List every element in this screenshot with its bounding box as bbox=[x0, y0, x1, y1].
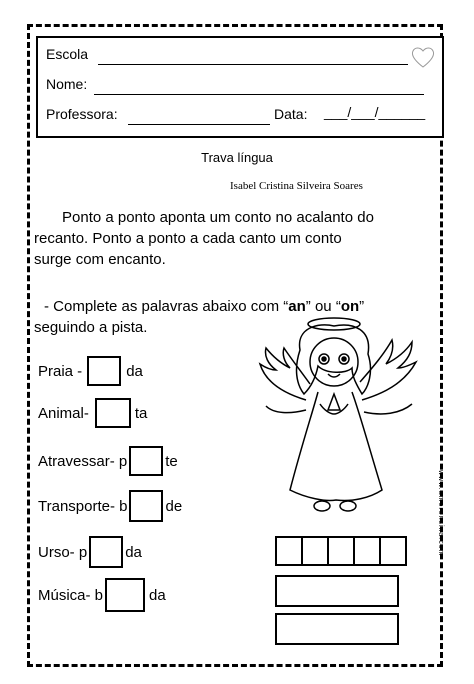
nome-label: Nome: bbox=[46, 76, 88, 92]
answer-box[interactable] bbox=[129, 490, 163, 522]
heart-icon bbox=[410, 44, 436, 70]
author-name: Isabel Cristina Silveira Soares bbox=[230, 180, 363, 192]
poem-line: surge com encanto. bbox=[34, 251, 166, 268]
angel-illustration bbox=[256, 314, 424, 526]
grid-answer-box-1[interactable] bbox=[275, 575, 399, 607]
answer-box[interactable] bbox=[89, 536, 123, 568]
answer-box[interactable] bbox=[105, 578, 145, 612]
exercise-row bbox=[38, 536, 142, 568]
exercise-row bbox=[38, 490, 182, 522]
answer-box[interactable] bbox=[129, 446, 163, 476]
poem-line: Ponto a ponto aponta um conto no acalanto do bbox=[62, 209, 374, 226]
grid-cell[interactable] bbox=[379, 536, 407, 566]
exercise-before: Transporte- b bbox=[38, 497, 128, 515]
exercise-before: Praia - bbox=[38, 362, 83, 380]
professora-label: Professora: bbox=[46, 106, 118, 122]
instruction-or: ou bbox=[310, 298, 336, 315]
data-label: Data: bbox=[274, 106, 308, 122]
exercise-after: da bbox=[149, 586, 166, 604]
page-title: Trava língua bbox=[201, 150, 273, 165]
exercise-before: Animal- bbox=[38, 404, 89, 422]
grid-cell[interactable] bbox=[327, 536, 355, 566]
option-on: on bbox=[340, 298, 360, 315]
escola-field[interactable] bbox=[98, 64, 408, 65]
grid-cell[interactable] bbox=[301, 536, 329, 566]
exercise-row bbox=[38, 356, 143, 386]
exercise-before: Urso- p bbox=[38, 543, 88, 561]
instruction: - Complete as palavras abaixo com “an” ou “on” seguindo a pista. bbox=[34, 296, 444, 338]
header-box bbox=[36, 36, 444, 138]
exercise-row bbox=[38, 398, 147, 428]
instruction-text: - Complete as palavras abaixo com bbox=[44, 298, 284, 315]
instruction-text-2: seguindo a pista. bbox=[34, 319, 148, 336]
answer-box[interactable] bbox=[87, 356, 121, 386]
exercise-before: Atravessar- p bbox=[38, 452, 128, 470]
poem-line: recanto. Ponto a ponto a cada canto um conto bbox=[34, 230, 342, 247]
grid-cell[interactable] bbox=[353, 536, 381, 566]
professora-field[interactable] bbox=[128, 124, 270, 125]
date-field[interactable]: ___/___/______ bbox=[324, 104, 426, 120]
option-an: an bbox=[288, 298, 306, 315]
exercise-after: te bbox=[165, 452, 178, 470]
answer-box[interactable] bbox=[95, 398, 131, 428]
nome-field[interactable] bbox=[94, 94, 424, 95]
poem-text bbox=[34, 207, 444, 270]
exercise-after: da bbox=[126, 362, 143, 380]
grid-cell[interactable] bbox=[275, 536, 303, 566]
exercise-after: da bbox=[125, 543, 142, 561]
grid-answer-box-2[interactable] bbox=[275, 613, 399, 645]
word-grid[interactable] bbox=[275, 536, 405, 566]
exercise-after: ta bbox=[134, 404, 148, 422]
exercise-row bbox=[38, 578, 166, 612]
exercise-after: de bbox=[165, 497, 183, 515]
escola-label: Escola bbox=[46, 46, 89, 62]
exercise-row bbox=[38, 446, 178, 476]
exercise-before: Música- b bbox=[38, 586, 104, 604]
watermark: www.amorensina.com bbox=[437, 470, 444, 557]
